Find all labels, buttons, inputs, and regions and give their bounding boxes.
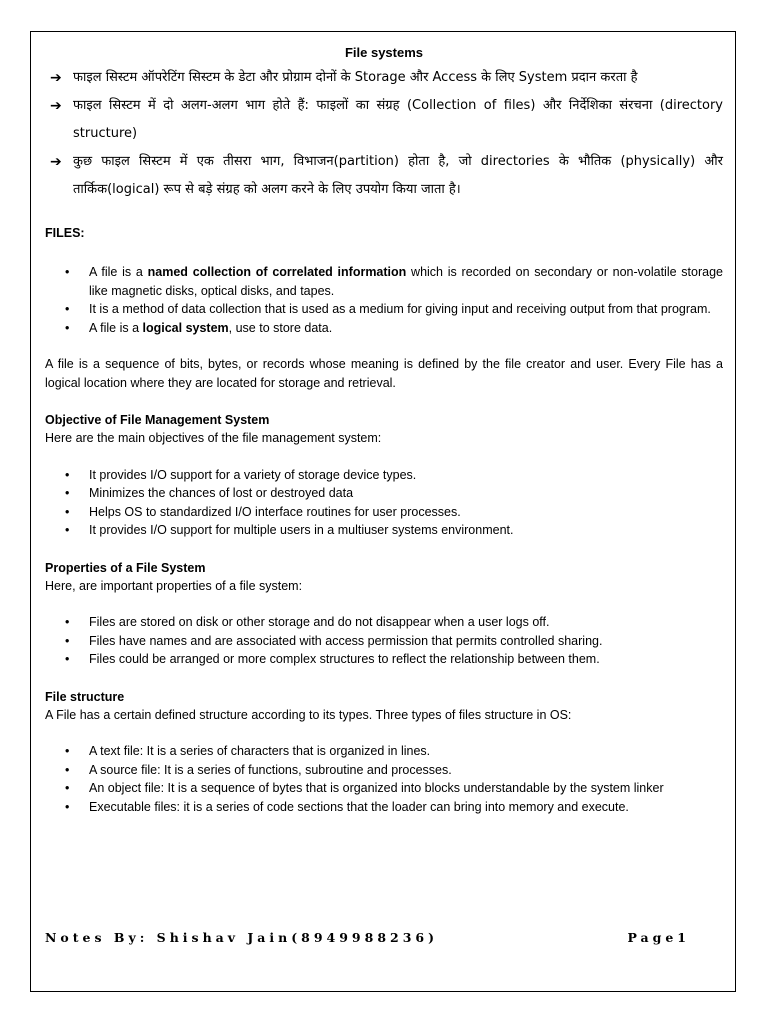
hindi-points-list <box>45 64 723 204</box>
bullet-icon: • <box>65 799 70 814</box>
bullet-icon: • <box>65 652 70 666</box>
bullet-icon: • <box>65 504 70 519</box>
properties-heading: Properties of a File System <box>45 560 206 575</box>
document-body <box>45 44 723 816</box>
list-item: • Executable files: it is a series of code sections that the loader can bring into memory and execute. <box>45 798 723 817</box>
page-footer <box>45 930 690 945</box>
hindi-point: ➔ फाइल सिस्टम ऑपरेटिंग सिस्टम के डेटा और प्रोग्राम दोनों के Storage और Access के लिए System प्रदान करता है <box>45 64 723 92</box>
footer-author: Notes By: Shishav Jain(8949988236) <box>45 930 439 945</box>
list-item: • A source file: It is a series of functions, subroutine and processes. <box>45 761 723 780</box>
list-item: • Files have names and are associated with access permission that permits controlled sharing. <box>45 632 723 651</box>
bullet-icon: • <box>65 302 70 316</box>
objective-list <box>45 466 723 540</box>
list-item: • Minimizes the chances of lost or destroyed data <box>45 484 723 503</box>
bullet-icon: • <box>65 762 70 777</box>
list-item: • It provides I/O support for multiple users in a multiuser systems environment. <box>45 521 723 540</box>
bullet-icon: • <box>65 633 70 648</box>
structure-heading: File structure <box>45 689 125 704</box>
files-bullets <box>45 263 723 337</box>
files-heading: FILES: <box>45 226 85 240</box>
list-item: • Helps OS to standardized I/O interface routines for user processes. <box>45 503 723 522</box>
list-item: • An object file: It is a sequence of bytes that is organized into blocks understandable by the system linker <box>45 779 723 798</box>
footer-page-number: Page1 <box>627 930 690 945</box>
arrow-icon: ➔ <box>50 70 62 86</box>
objective-heading: Objective of File Management System <box>45 413 270 427</box>
list-item: • A file is a named collection of correlated information which is recorded on secondary or non-volatile storage like magnetic disks, optical disks, and tapes. <box>65 265 723 298</box>
structure-intro: A File has a certain defined structure according to its types. Three types of files structure in OS: <box>45 707 572 722</box>
list-item: • It is a method of data collection that is used as a medium for giving input and receiving output from that program. <box>45 300 723 319</box>
bullet-icon: • <box>65 320 70 335</box>
bullet-icon: • <box>65 265 70 279</box>
list-item: • It provides I/O support for a variety of storage device types. <box>45 466 723 485</box>
bullet-icon: • <box>65 615 70 629</box>
bullet-icon: • <box>65 781 70 795</box>
structure-list <box>45 742 723 816</box>
list-item: • Files could be arranged or more complex structures to reflect the relationship between them. <box>45 650 723 669</box>
properties-list <box>45 613 723 669</box>
bullet-icon: • <box>65 486 70 500</box>
bullet-icon: • <box>65 744 70 758</box>
list-item: • A text file: It is a series of characters that is organized in lines. <box>45 742 723 761</box>
page-title: File systems <box>344 45 424 60</box>
hindi-point: ➔ फाइल सिस्टम में दो अलग-अलग भाग होते हैं: फाइलों का संग्रह (Collection of files) और निर्देशिका संरचना (directory structure) <box>45 92 723 148</box>
hindi-point: ➔ कुछ फाइल सिस्टम में एक तीसरा भाग, विभाजन(partition) होता है, जो directories के भौतिक (physically) और तार्किक(logical) रूप से बड़े संग्रह को अलग करने के लिए उपयोग किया जाता है। <box>45 148 723 204</box>
files-paragraph: A file is a sequence of bits, bytes, or records whose meaning is defined by the file creator and user. Every File has a logical location where they are located for storage and retrieval. <box>45 357 723 390</box>
list-item: • Files are stored on disk or other storage and do not disappear when a user logs off. <box>45 613 723 632</box>
properties-intro: Here, are important properties of a file system: <box>45 578 303 593</box>
bullet-icon: • <box>65 523 70 537</box>
arrow-icon: ➔ <box>50 98 62 114</box>
arrow-icon: ➔ <box>50 154 62 170</box>
objective-intro: Here are the main objectives of the file management system: <box>45 431 382 445</box>
list-item: • A file is a logical system, use to store data. <box>45 319 723 338</box>
bullet-icon: • <box>65 467 70 482</box>
